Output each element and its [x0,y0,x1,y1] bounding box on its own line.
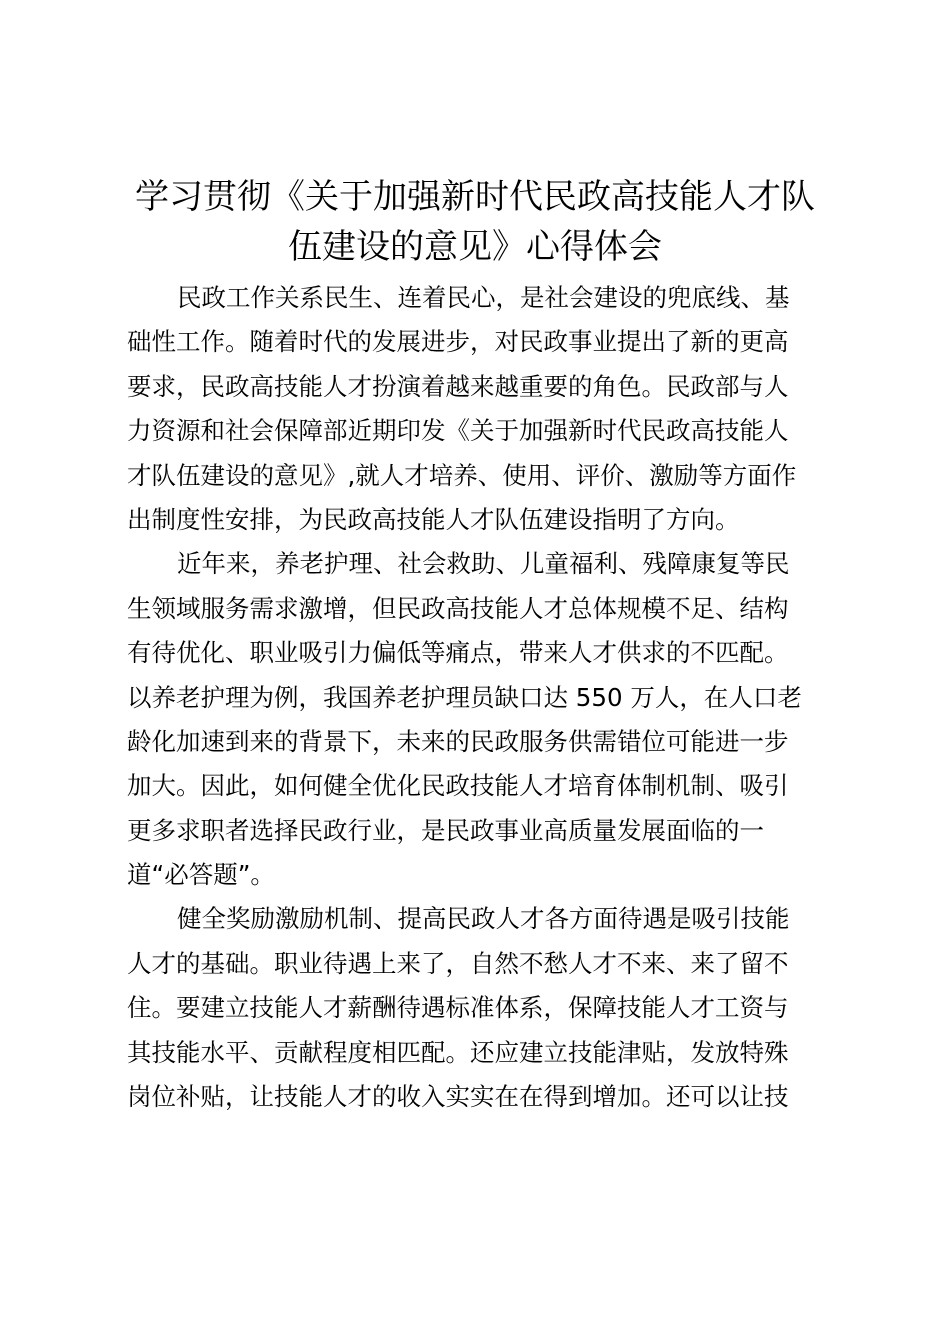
text-line: 人才的基础。职业待遇上来了，自然不愁人才不来、来了留不 [127,948,789,978]
text-line: 出制度性安排，为民政高技能人才队伍建设指明了方向。 [127,504,740,534]
text-line: 健全奖励激励机制、提高民政人才各方面待遇是吸引技能 [177,904,790,934]
document-title [110,172,840,272]
paragraph [127,897,827,1119]
text-line: 近年来，养老护理、社会救助、儿童福利、残障康复等民 [177,549,790,579]
text-line: 龄化加速到来的背景下，未来的民政服务供需错位可能进一步 [127,726,789,756]
paragraph [127,276,827,542]
text-line: 以养老护理为例，我国养老护理员缺口达 550 万人，在人口老 [127,682,802,712]
text-line: 生领域服务需求激增，但民政高技能人才总体规模不足、结构 [127,593,789,623]
text-line: 要求，民政高技能人才扮演着越来越重要的角色。民政部与人 [127,371,789,401]
document-body [127,276,827,1119]
text-line: 岗位补贴，让技能人才的收入实实在在得到增加。还可以让技 [127,1082,789,1112]
text-line: 住。要建立技能人才薪酬待遇标准体系，保障技能人才工资与 [127,993,789,1023]
text-line: 更多求职者选择民政行业，是民政事业高质量发展面临的一 [127,815,764,845]
text-line: 力资源和社会保障部近期印发《关于加强新时代民政高技能人 [127,416,789,446]
text-line: 础性工作。随着时代的发展进步，对民政事业提出了新的更高 [127,327,789,357]
title-line-2: 伍建设的意见》心得体会 [288,227,662,267]
paragraph [127,542,827,897]
text-line: 加大。因此，如何健全优化民政技能人才培育体制机制、吸引 [127,771,789,801]
text-line: 才队伍建设的意见》,就人才培养、使用、评价、激励等方面作 [127,460,797,490]
text-line: 民政工作关系民生、连着民心，是社会建设的兜底线、基 [177,283,790,312]
title-line-1: 学习贯彻《关于加强新时代民政高技能人才队 [135,177,815,217]
text-line: 其技能水平、贡献程度相匹配。还应建立技能津贴，发放特殊 [127,1037,789,1067]
text-line: 道“必答题”。 [127,860,275,890]
text-line: 有待优化、职业吸引力偏低等痛点，带来人才供求的不匹配。 [127,638,789,668]
